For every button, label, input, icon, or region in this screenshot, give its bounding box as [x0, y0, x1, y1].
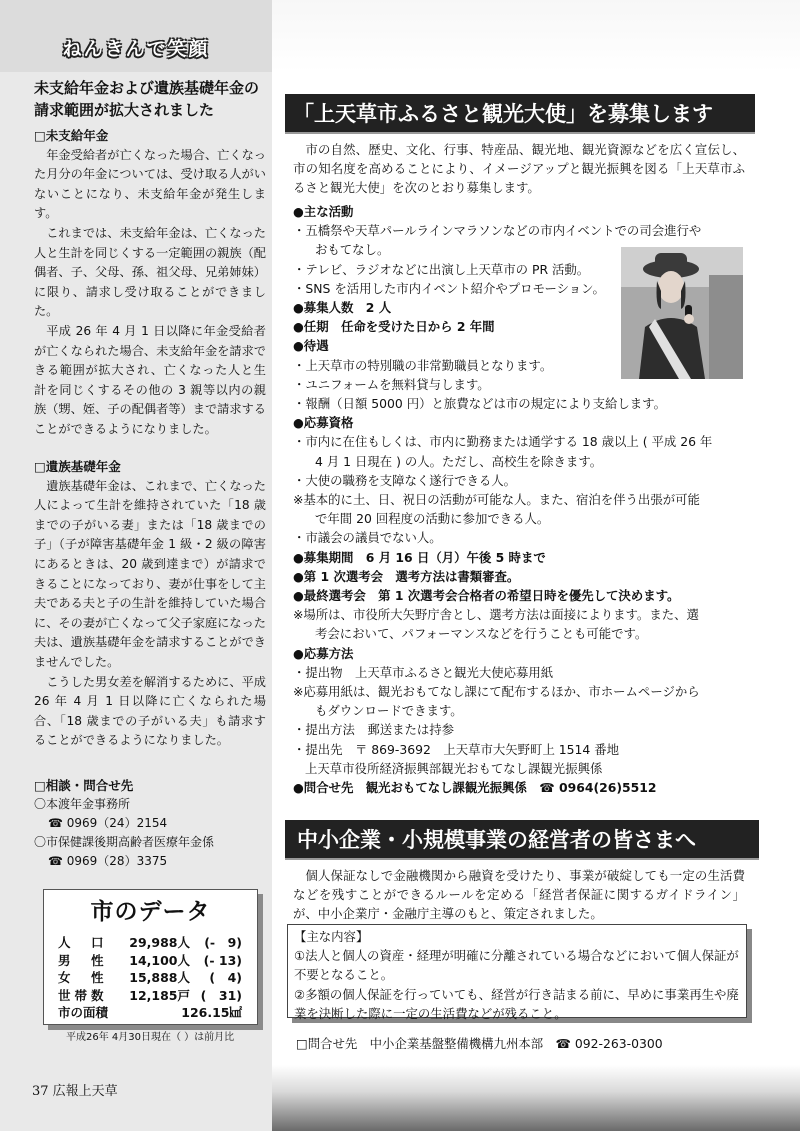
detail-line: もダウンロードできます。: [315, 703, 463, 719]
detail-line: 4 月 1 日現在 ) の人。ただし、高校生を除きます。: [315, 453, 603, 469]
detail-line: ・上天草市の特別職の非常勤職員となります。: [293, 357, 553, 373]
detail-line: 考会において、パフォーマンスなどを行うことも可能です。: [315, 626, 648, 642]
data-row: [58, 1004, 248, 1022]
left-headline: 未支給年金および遺族基礎年金の請求範囲が拡大されました: [34, 79, 260, 119]
detail-line: ※場所は、市役所大矢野庁舎とし、選考方法は面接によります。また、選: [293, 607, 699, 623]
page-number: 37 広報上天草: [32, 1084, 118, 1099]
data-row: [58, 969, 248, 987]
sme-contact: □問合せ先 中小企業基盤整備機構九州本部 ☎ 092-263-0300: [296, 1036, 663, 1051]
detail-line: おもてなし。: [315, 242, 390, 258]
contact-phone: ☎ 0969（24）2154: [48, 816, 168, 830]
data-label: 女 性: [58, 970, 108, 985]
data-row: [58, 987, 248, 1005]
data-value: 29,988人: [129, 935, 190, 950]
detail-line: ・提出先 〒 869-3692 上天草市大矢野町上 1514 番地: [293, 741, 620, 757]
contact-name: 〇市保健課後期高齢者医療年金係: [34, 835, 215, 849]
city-data-title: 市のデータ: [90, 899, 211, 925]
data-label: 男 性: [58, 952, 108, 968]
data-label: 人 口: [58, 935, 108, 950]
sme-intro: [293, 866, 745, 924]
detail-heading: ●応募資格: [293, 415, 354, 431]
sme-content-box: [287, 924, 747, 1021]
detail-line: 上天草市役所経済振興部観光おもてなし課観光振興係: [305, 760, 603, 776]
detail-heading: ●募集期間 6 月 16 日（月）午後 5 時まで: [293, 549, 546, 565]
box-item: ①法人と個人の資産・経理が明確に分離されている場合などにおいて個人保証が不要となること。: [294, 948, 739, 983]
data-change: ( 4): [209, 970, 242, 985]
left-contact: [34, 776, 266, 871]
detail-line: ・テレビ、ラジオなどに出演し上天草市の PR 活動。: [293, 261, 590, 277]
detail-heading: ●募集人数 2 人: [293, 300, 392, 316]
box-heading: 【主な内容】: [294, 929, 369, 944]
sme-title: 中小企業・小規模事業の経営者の皆さまへ: [297, 828, 696, 852]
detail-line: ・SNS を活用した市内イベント紹介やプロモーション。: [293, 280, 605, 296]
detail-line: で年間 20 回程度の活動に参加できる人。: [315, 511, 550, 527]
paragraph: これまでは、未支給年金は、亡くなった人と生計を同じくする一定範囲の親族（配偶者、子、父母、孫、祖父母、兄弟姉妹）に限り、請求し受け取ることができました。: [34, 225, 266, 319]
detail-line: ・提出物 上天草市ふるさと観光大使応募用紙: [293, 664, 554, 680]
detail-line: ・ユニフォームを無料貸与します。: [293, 376, 490, 392]
detail-heading: ●待遇: [293, 338, 329, 354]
detail-heading: ●最終選考会 第 1 次選考会合格者の希望日時を優先して決めます。: [293, 588, 680, 604]
contact-phone: ☎ 0969（28）3375: [48, 854, 168, 868]
city-data-rows: [58, 934, 248, 1022]
detail-heading: ●応募方法: [293, 645, 354, 661]
section-heading: □未支給年金: [34, 128, 109, 143]
data-note: 平成26年 4月30日現在（ ）は前月比: [66, 1032, 235, 1043]
data-change: (- 13): [203, 952, 242, 968]
detail-heading: ●任期 任命を受けた日から 2 年間: [293, 319, 495, 335]
detail-line: ※応募用紙は、観光おもてなし課にて配布するほか、市ホームページから: [293, 684, 700, 700]
data-label: 市の面積: [58, 1005, 109, 1020]
box-item: ②多額の個人保証を行っていても、経営が行き詰まる前に、早めに事業再生や廃業を決断した際に一定の生活費などが残ること。: [294, 986, 739, 1021]
bottom-band: [272, 1065, 800, 1131]
detail-line: ・市議会の議員でない人。: [293, 530, 442, 546]
detail-line: ※基本的に土、日、祝日の活動が可能な人。また、宿泊を伴う出張が可能: [293, 492, 700, 508]
survivor-pension-section: [34, 457, 266, 751]
ambassador-details: [293, 202, 745, 797]
detail-line: ・提出方法 郵送または持参: [293, 722, 455, 738]
ambassador-intro: [293, 140, 745, 198]
paragraph: 市の自然、歴史、文化、行事、特産品、観光地、観光資源などを広く宣伝し、市の知名度を高めることにより、イメージアップと観光振興を図る「上天草市ふるさと観光大使」を次のとおり募集します。: [293, 142, 745, 196]
paragraph: 年金受給者が亡くなった場合、亡くなった月分の年金については、受け取る人がいないことになり、未支給年金が発生します。: [34, 147, 266, 221]
data-value: 126.15㎢: [181, 1005, 242, 1020]
data-change: ( 31): [200, 987, 242, 1003]
ambassador-banner: [285, 94, 755, 132]
detail-heading: ●問合せ先 観光おもてなし課観光振興係 ☎ 0964(26)5512: [293, 780, 657, 796]
detail-line: ・大使の職務を支障なく遂行できる人。: [293, 472, 517, 488]
contact-name: 〇本渡年金事務所: [34, 797, 131, 811]
paragraph: 遺族基礎年金は、これまで、亡くなった人によって生計を維持されていた「18 歳までの子がいる妻」または「18 歳までの子」（子が障害基礎年金 1 級・2 級の障害にあるときは、20 歳到達まで）が請求できることになっており、妻が仕事をして主夫である夫と子の生計を維持していた場合に、その妻が亡くなって父子家庭になった夫は、遺族基礎年金を請求することができませんでした。: [34, 478, 266, 669]
data-label: 世帯数: [58, 987, 108, 1003]
city-data-box: [43, 889, 258, 1025]
detail-line: ・市内に在住もしくは、市内に勤務または通学する 18 歳以上 ( 平成 26 年: [293, 434, 713, 450]
data-value: 12,185戸: [129, 987, 190, 1003]
sme-banner: [285, 820, 759, 858]
detail-line: ・五橋祭や天草パールラインマラソンなどの市内イベントでの司会進行や: [293, 223, 702, 239]
data-value: 15,888人: [129, 970, 190, 985]
detail-heading: ●第 1 次選考会 選考方法は書類審査。: [293, 568, 520, 584]
paragraph: 平成 26 年 4 月 1 日以降に年金受給者が亡くなられた場合、未支給年金を請求できる範囲が拡大され、亡くなった人と生計を同じくするその他の 3 親等以内の親族（甥、姪、子の配偶者等）まで請求することができるようになりました。: [34, 323, 266, 436]
corner-title: ねんきんで笑顔: [62, 38, 210, 60]
detail-line: ・報酬（日額 5000 円）と旅費などは市の規定により支給します。: [293, 396, 666, 412]
contact-heading: □相談・問合せ先: [34, 778, 134, 793]
data-row: [58, 952, 248, 970]
data-value: 14,100人: [129, 952, 190, 968]
data-change: (- 9): [204, 935, 242, 950]
section-heading: □遺族基礎年金: [34, 459, 121, 474]
unpaid-pension-section: [34, 126, 266, 440]
data-row: [58, 934, 248, 952]
paragraph: こうした男女差を解消するために、平成 26 年 4 月 1 日以降に亡くなられた場合、「18 歳までの子がいる夫」も請求することができるようになりました。: [34, 674, 266, 748]
detail-heading: ●主な活動: [293, 204, 354, 219]
ambassador-title: 「上天草市ふるさと観光大使」を募集します: [293, 102, 713, 126]
paragraph: 個人保証なしで金融機関から融資を受けたり、事業が破綻しても一定の生活費などを残すことができるルールを定める「経営者保証に関するガイドライン」が、中小企業庁・金融庁主導のもと、策定されました。: [293, 868, 745, 922]
